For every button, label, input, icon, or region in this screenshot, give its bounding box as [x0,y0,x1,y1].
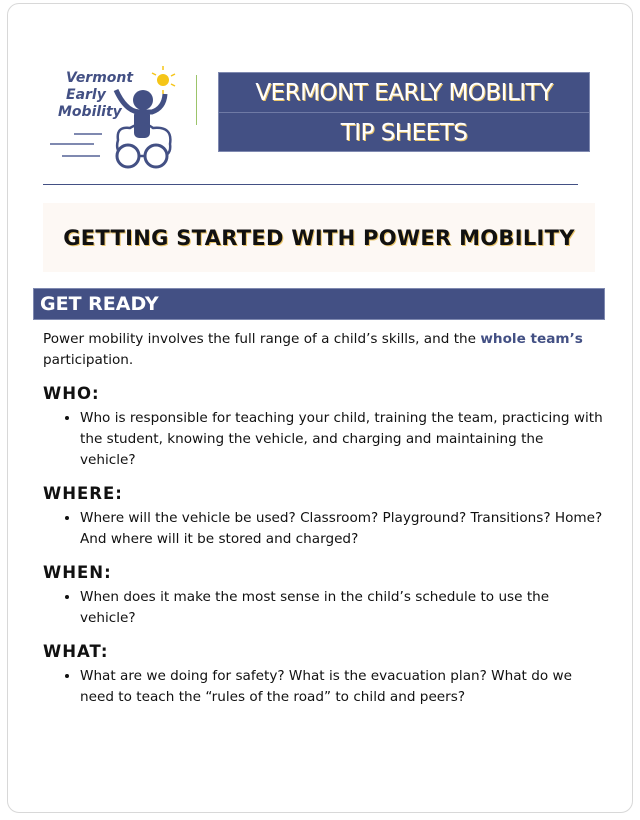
where-list [43,508,603,550]
section-heading: GET READY [33,288,605,320]
list-item: • When does it make the most sense in the child’s schedule to use the vehicle? [80,587,603,629]
title-box [43,203,595,272]
banner-line-2: TIP SHEETS [340,119,468,146]
list-item: • Who is responsible for teaching your child, training the team, practicing with the student, knowing the vehicle, and charging and maintaining the vehicle? [80,408,603,471]
tip-sheets-banner [218,72,590,152]
when-heading: WHEN: [43,563,112,582]
intro-paragraph [43,329,603,371]
where-heading: WHERE: [43,484,123,503]
list-item: • Where will the vehicle be used? Classroom? Playground? Transitions? Home? And where will it be stored and charged? [80,508,603,550]
what-list [43,666,603,708]
banner-line-1: VERMONT EARLY MOBILITY [219,73,589,113]
what-heading: WHAT: [43,642,109,661]
intro-highlight: whole team’s [480,331,583,347]
content [43,329,603,714]
intro-text: Power mobility involves the full range of a child’s skills, and the [43,331,481,347]
who-heading: WHO: [43,384,100,403]
divider-horizontal [43,184,578,185]
svg-text:Early: Early [66,87,106,103]
intro-text-end: participation. [43,352,134,368]
page-title: GETTING STARTED WITH POWER MOBILITY [63,225,575,250]
vermont-early-mobility-logo [48,60,180,172]
svg-text:Vermont: Vermont [66,70,134,86]
who-list [43,408,603,471]
list-item: • What are we doing for safety? What is the evacuation plan? What do we need to teach the “rules of the road” to child and peers? [80,666,603,708]
svg-text:Mobility: Mobility [58,104,122,120]
divider-vertical [196,75,197,125]
when-list [43,587,603,629]
